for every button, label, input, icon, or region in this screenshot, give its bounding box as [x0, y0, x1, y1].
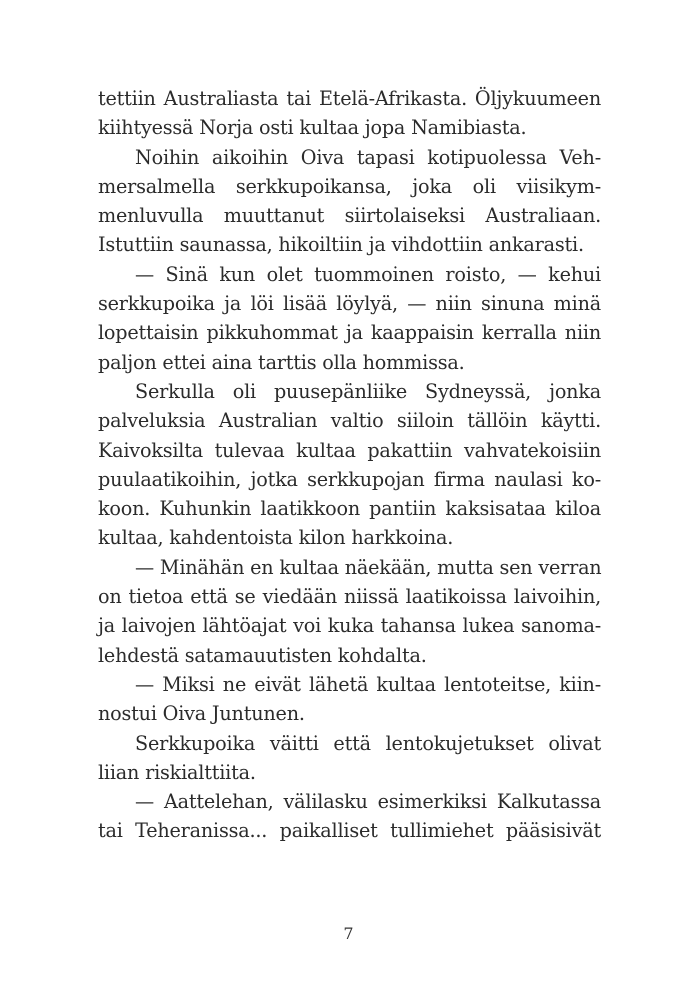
text-line: serkkupoika ja löi lisää löylyä, — niin sinuna minä: [98, 292, 601, 316]
text-line: on tietoa että se viedään niissä laatikoissa laivoihin,: [98, 585, 601, 609]
text-line: Serkulla oli puusepänliike Sydneyssä, jonka: [135, 379, 601, 403]
text-line: palveluksia Australian valtio siiloin tällöin käytti.: [98, 409, 601, 433]
paragraph: [98, 377, 601, 553]
text-line: — Aattelehan, välilasku esimerkiksi Kalkutassa: [135, 790, 601, 814]
text-line: nostui Oiva Juntunen.: [98, 702, 305, 726]
text-line: paljon ettei aina tarttis olla hommissa.: [98, 350, 465, 374]
text-line: puulaatikoihin, jotka serkkupojan firma naulasi ko-: [98, 467, 601, 491]
page-number: 7: [343, 924, 354, 943]
text-line: kiihtyessä Norja osti kultaa jopa Namibiasta.: [98, 116, 527, 140]
text-line: — Minähän en kultaa näekään, mutta sen verran: [135, 555, 602, 579]
text-line: tai Teheranissa... paikalliset tullimiehet pääsisivät: [98, 819, 601, 843]
text-line: ja laivojen lähtöajat voi kuka tahansa lukea sanoma-: [98, 614, 601, 638]
text-line: Noihin aikoihin Oiva tapasi kotipuolessa Veh-: [135, 145, 601, 169]
body-text: [98, 84, 601, 846]
text-line: — Miksi ne eivät lähetä kultaa lentoteitse, kiin-: [135, 672, 601, 696]
text-line: lopettaisin pikkuhommat ja kaappaisin kerralla niin: [98, 321, 601, 345]
text-line: mersalmella serkkupoikansa, joka oli viisikym-: [98, 174, 601, 198]
paragraph: [98, 260, 601, 377]
text-line: kultaa, kahdentoista kilon harkkoina.: [98, 526, 454, 550]
text-line: koon. Kuhunkin laatikkoon pantiin kaksisataa kiloa: [98, 497, 601, 521]
paragraph: [98, 729, 601, 788]
text-line: Istuttiin saunassa, hikoiltiin ja vihdottiin ankarasti.: [98, 233, 584, 257]
text-line: menluvulla muuttanut siirtolaiseksi Australiaan.: [98, 204, 601, 228]
text-line: tettiin Australiasta tai Etelä-Afrikasta. Öljykuumeen: [98, 87, 601, 110]
paragraph: [98, 670, 601, 729]
paragraph: [98, 143, 601, 260]
paragraph: [98, 553, 601, 670]
paragraph: [98, 787, 601, 846]
text-line: Kaivoksilta tulevaa kultaa pakattiin vahvatekoisiin: [98, 438, 601, 462]
text-line: liian riskialttiita.: [98, 760, 256, 784]
text-line: Serkkupoika väitti että lentokujetukset olivat: [135, 731, 601, 755]
paragraph: [98, 84, 601, 143]
text-line: — Sinä kun olet tuommoinen roisto, — kehui: [135, 262, 601, 286]
text-line: lehdestä satamauutisten kohdalta.: [98, 643, 427, 667]
